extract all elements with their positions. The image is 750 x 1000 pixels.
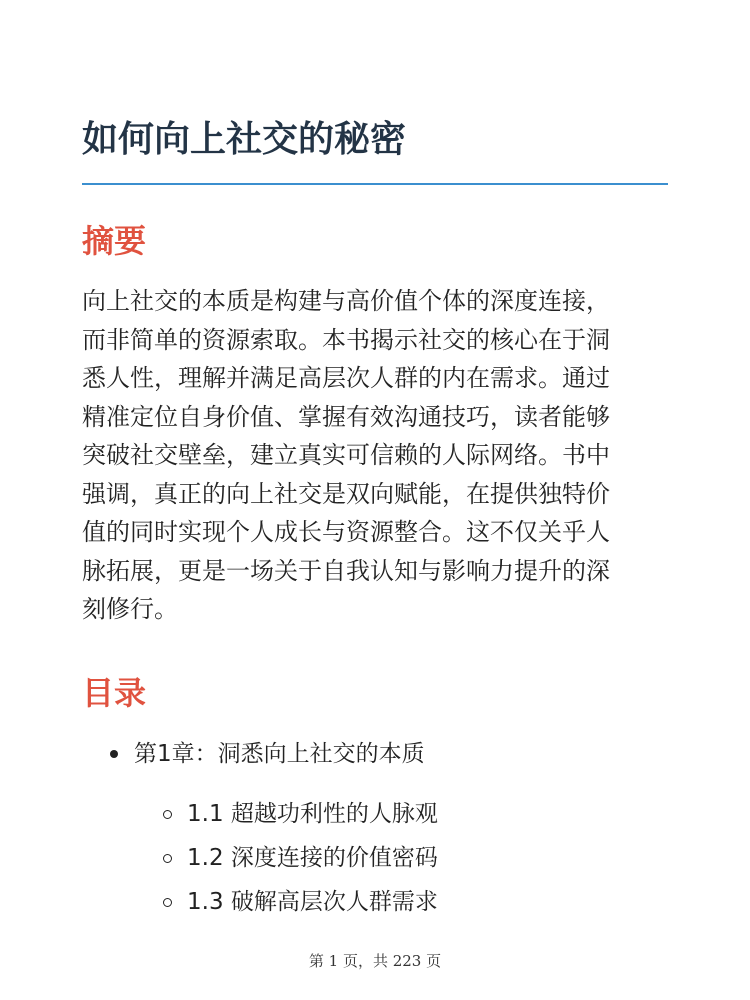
toc-heading: 目录: [82, 674, 147, 712]
page-title: 如何向上社交的秘密: [82, 119, 407, 160]
abstract-line: 而非简单的资源索取。本书揭示社交的核心在于洞: [82, 325, 610, 354]
abstract-line: 精准定位自身价值、掌握有效沟通技巧，读者能够: [82, 402, 610, 431]
abstract-line: 值的同时实现个人成长与资源整合。这不仅关乎人: [82, 518, 610, 546]
toc-section-item[interactable]: [163, 840, 438, 876]
bullet-circle-icon: [163, 898, 172, 907]
toc-section-item[interactable]: [163, 884, 438, 920]
abstract-line: 悉人性，理解并满足高层次人群的内在需求。通过: [82, 364, 610, 392]
toc-section-label: 1.3 破解高层次人群需求: [187, 889, 438, 915]
abstract-heading: 摘要: [82, 222, 147, 260]
abstract-text: [82, 282, 682, 629]
toc-chapter-label: 第1章：洞悉向上社交的本质: [134, 741, 425, 767]
bullet-disc-icon: [110, 750, 118, 758]
abstract-line: 突破社交壁垒，建立真实可信赖的人际网络。书中: [82, 441, 610, 469]
abstract-line: 脉拓展，更是一场关于自我认知与影响力提升的深: [82, 556, 610, 585]
toc-section-label: 1.1 超越功利性的人脉观: [187, 801, 438, 827]
abstract-line: 刻修行。: [82, 595, 178, 623]
page-footer: 第 1 页，共 223 页: [308, 952, 442, 970]
toc-section-item[interactable]: [163, 796, 438, 832]
title-divider: [82, 183, 668, 185]
bullet-circle-icon: [163, 854, 172, 863]
abstract-line: 强调，真正的向上社交是双向赋能，在提供独特价: [82, 479, 610, 508]
toc-chapter-item[interactable]: [110, 736, 425, 772]
bullet-circle-icon: [163, 810, 172, 819]
abstract-line: 向上社交的本质是构建与高价值个体的深度连接，: [82, 287, 610, 315]
toc-section-label: 1.2 深度连接的价值密码: [187, 845, 438, 871]
